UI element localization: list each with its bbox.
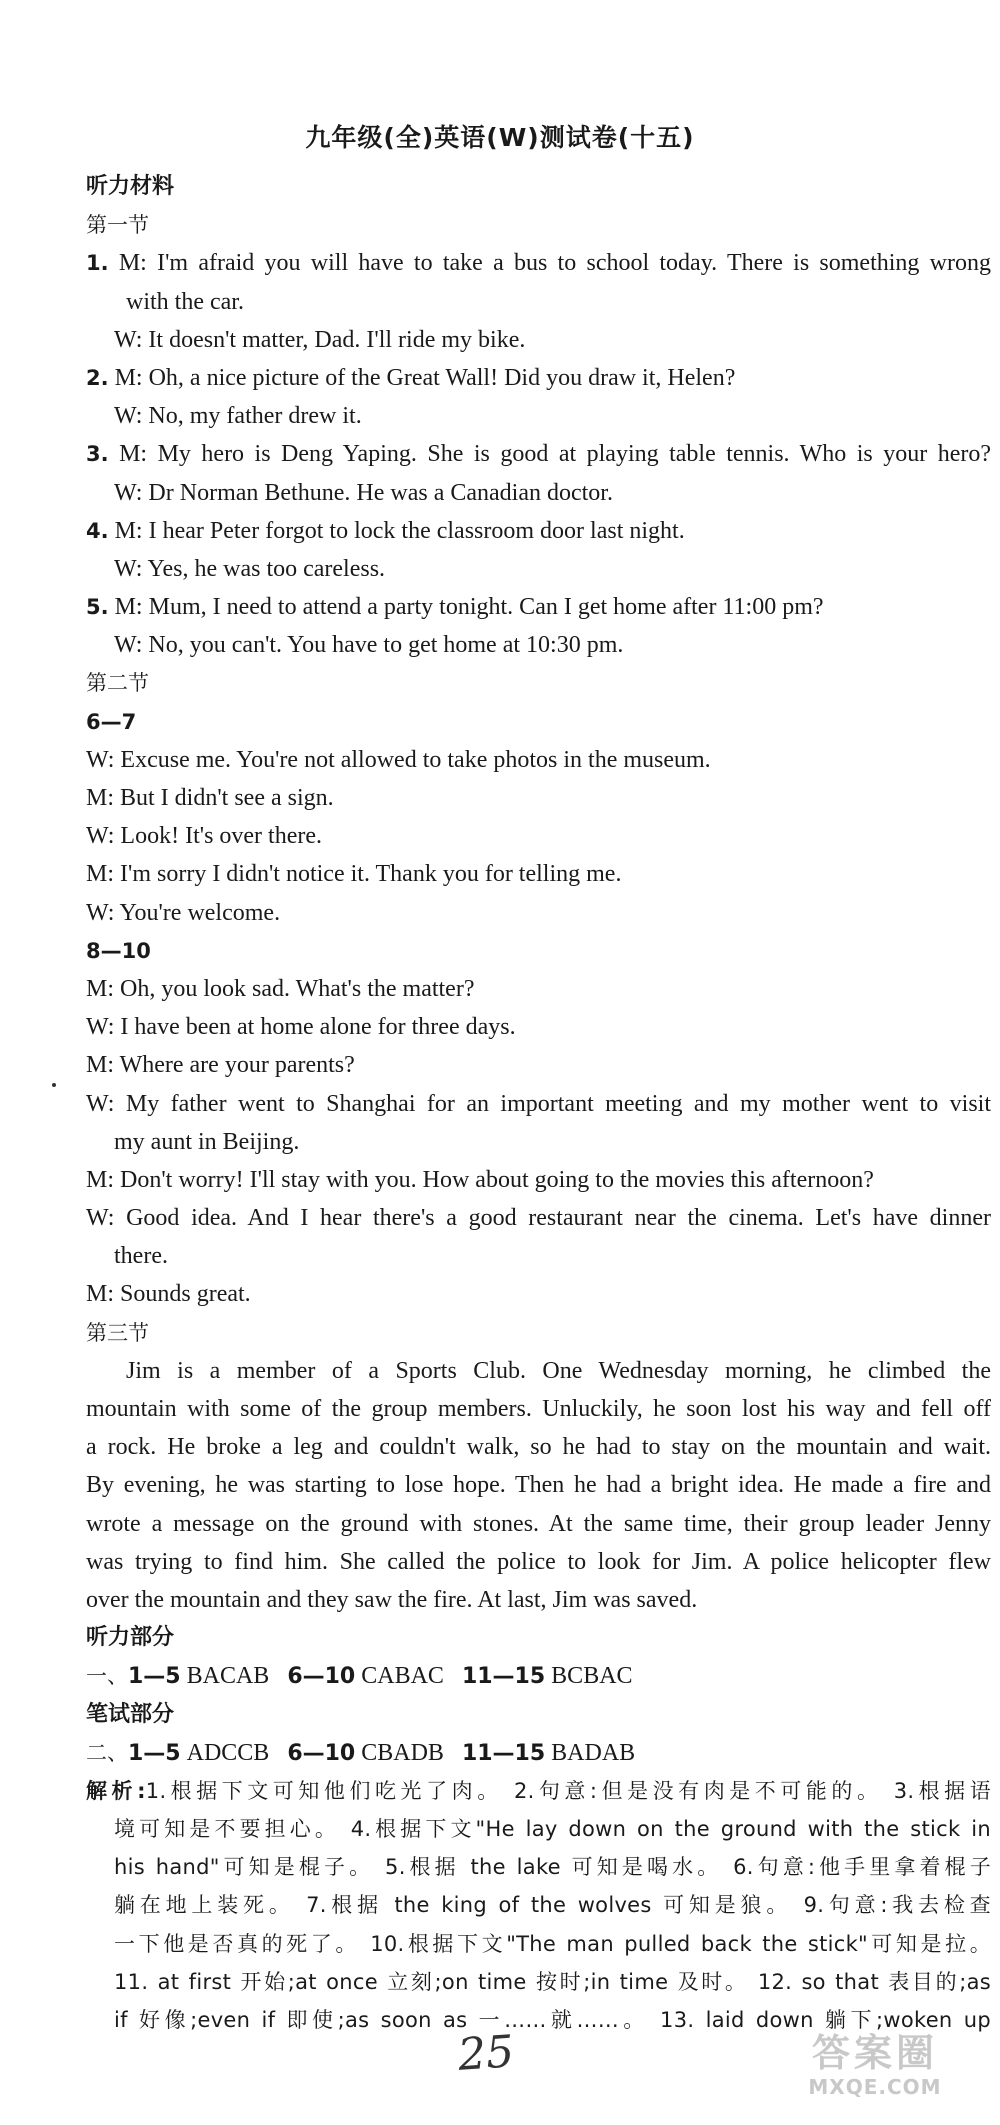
site-watermark xyxy=(770,2031,980,2111)
dialog-line-cont: my aunt in Beijing. xyxy=(114,1128,300,1155)
dialog-4-m: 4. M: I hear Peter forgot to lock the classroom door last night. xyxy=(86,517,685,544)
passage-line: wrote a message on the ground with stones. At the same time, their group leader Jenny xyxy=(86,1510,991,1537)
passage-line: over the mountain and they saw the fire. At last, Jim was saved. xyxy=(86,1586,698,1613)
dialog-line: W: Good idea. And I hear there's a good restaurant near the cinema. Let's have dinner xyxy=(86,1205,991,1232)
dialog-2-m: 2. M: Oh, a nice picture of the Great Wall! Did you draw it, Helen? xyxy=(86,364,736,391)
dialog-line: W: Look! It's over there. xyxy=(86,823,323,850)
section3-heading: 第三节 xyxy=(86,1320,149,1345)
dialog-line: M: Sounds great. xyxy=(86,1281,251,1308)
dialog-4-w: W: Yes, he was too careless. xyxy=(114,555,386,582)
written-answers: 二、1—5 ADCCB 6—10 CBADB 11—15 BADAB xyxy=(86,1739,636,1766)
dialog-3-m: 3. M: My hero is Deng Yaping. She is good at playing table tennis. Who is your hero? xyxy=(86,441,991,468)
explanation-line: 解析:1.根据下文可知他们吃光了肉。 2.句意:但是没有肉是不可能的。 3.根据语 xyxy=(86,1778,991,1803)
written-answers-heading: 笔试部分 xyxy=(86,1701,175,1727)
stray-mark xyxy=(52,1083,56,1087)
dialog-3-w: W: Dr Norman Bethune. He was a Canadian doctor. xyxy=(114,479,613,506)
passage-line: Jim is a member of a Sports Club. One Wednesday morning, he climbed the xyxy=(126,1357,991,1384)
explanation-line: 境可知是不要担心。 4.根据下文"He lay down on the ground with the stick in xyxy=(114,1817,991,1842)
listening-answers: 一、1—5 BACAB 6—10 CABAC 11—15 BCBAC xyxy=(86,1663,633,1690)
dialog-2-w: W: No, my father drew it. xyxy=(114,403,362,430)
dialog-1-m: 1. M: I'm afraid you will have to take a bus to school today. There is something wrong xyxy=(86,250,991,277)
handwritten-page-number: 25 xyxy=(456,2026,516,2081)
explanation-label: 解析: xyxy=(86,1778,146,1803)
dialog-line: M: Oh, you look sad. What's the matter? xyxy=(86,975,475,1002)
passage-line: was trying to find him. She called the police to look for Jim. A police helicopter flew xyxy=(86,1548,991,1575)
dialog-5-m: 5. M: Mum, I need to attend a party tonight. Can I get home after 11:00 pm? xyxy=(86,594,824,621)
dialog-line-cont: there. xyxy=(114,1243,168,1270)
watermark-top: 答案圈 xyxy=(811,2031,938,2075)
listening-answers-heading: 听力部分 xyxy=(86,1625,175,1651)
content-body xyxy=(86,168,991,2039)
passage-line: By evening, he was starting to lose hope. Then he had a bright idea. He made a fire and xyxy=(86,1472,991,1499)
dialog-line: W: I have been at home alone for three days. xyxy=(86,1014,516,1041)
group-8-10-label: 8—10 xyxy=(86,938,151,963)
explanation-line: 躺在地上装死。 7.根据 the king of the wolves 可知是狼。 9.句意:我去检查 xyxy=(114,1893,991,1918)
explanation-line: his hand"可知是棍子。 5.根据 the lake 可知是喝水。 6.句意:他手里拿着棍子 xyxy=(114,1855,991,1880)
passage-line: a rock. He broke a leg and couldn't walk, so he had to stay on the mountain and wait. xyxy=(86,1434,991,1461)
section2-heading: 第二节 xyxy=(86,671,149,696)
explanation-line: if 好像;even if 即使;as soon as 一……就……。 13. laid down 躺下;woken up xyxy=(114,2008,991,2032)
listening-material-heading: 听力材料 xyxy=(86,174,175,199)
dialog-line: W: You're welcome. xyxy=(86,899,281,926)
dialog-line: W: My father went to Shanghai for an important meeting and my mother went to visit xyxy=(86,1090,991,1117)
dialog-line: M: But I didn't see a sign. xyxy=(86,785,334,811)
dialog-line: M: Don't worry! I'll stay with you. How about going to the movies this afternoon? xyxy=(86,1166,874,1193)
dialog-5-w: W: No, you can't. You have to get home at 10:30 pm. xyxy=(114,632,624,659)
explanation-line: 11. at first 开始;at once 立刻;on time 按时;in time 及时。 12. so that 表目的;as xyxy=(114,1969,991,1994)
group-6-7-label: 6—7 xyxy=(86,709,137,734)
watermark-bottom: MXQE.COM xyxy=(808,2075,942,2099)
dialog-line: W: Excuse me. You're not allowed to take photos in the museum. xyxy=(86,746,711,773)
explanation-line: 一下他是否真的死了。 10.根据下文"The man pulled back the stick"可知是拉。 xyxy=(114,1931,991,1956)
dialog-line: M: I'm sorry I didn't notice it. Thank you for telling me. xyxy=(86,861,622,888)
dialog-1-w: W: It doesn't matter, Dad. I'll ride my bike. xyxy=(114,326,526,353)
section1-heading: 第一节 xyxy=(86,213,149,238)
dialog-1-m-cont: with the car. xyxy=(126,288,244,315)
page-title: 九年级(全)英语(W)测试卷(十五) xyxy=(305,123,695,152)
dialog-line: M: Where are your parents? xyxy=(86,1052,355,1079)
passage-line: mountain with some of the group members. Unluckily, he soon lost his way and fell off xyxy=(86,1396,991,1422)
